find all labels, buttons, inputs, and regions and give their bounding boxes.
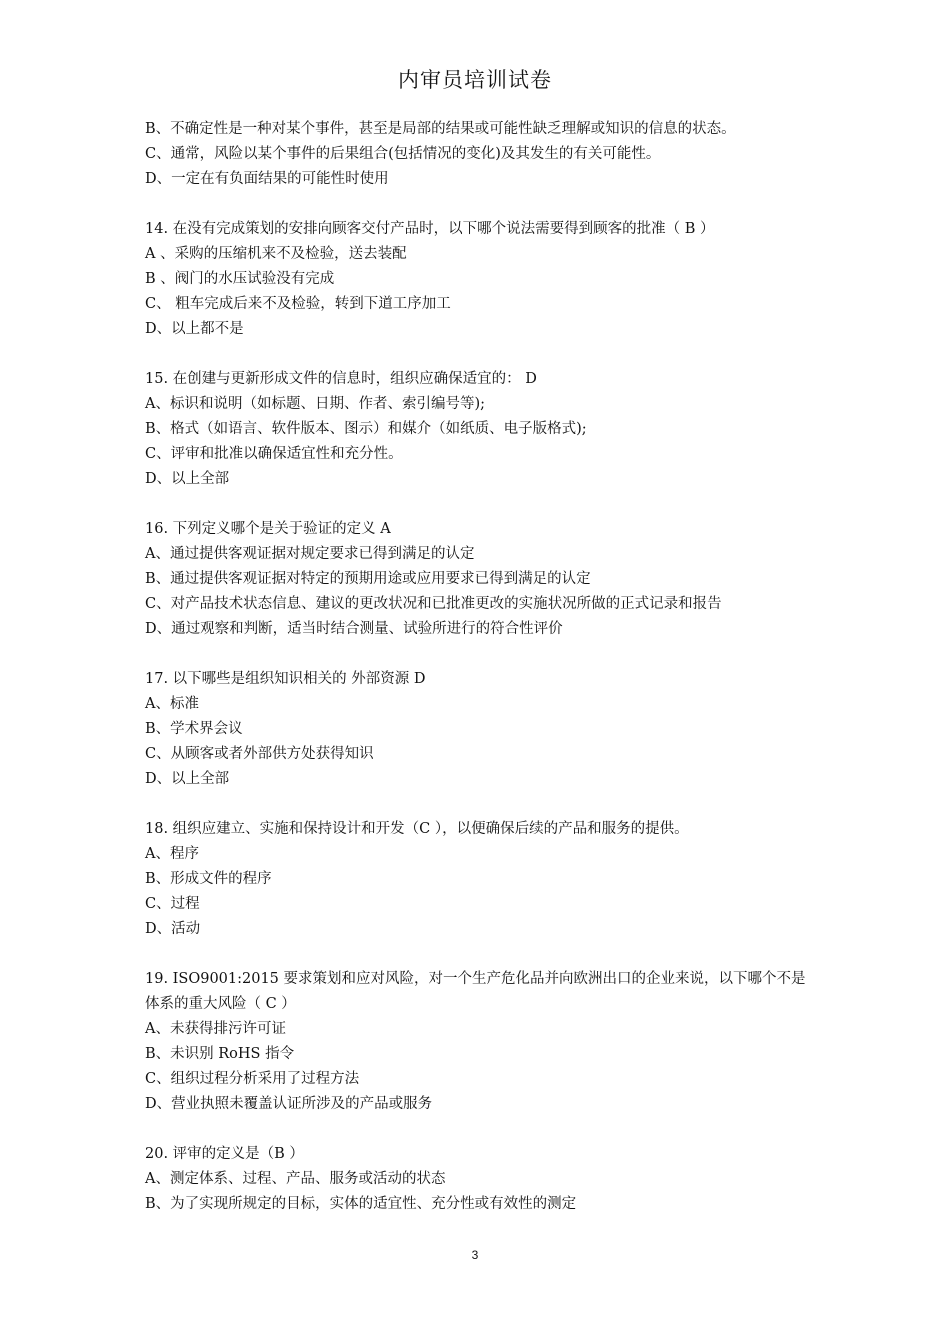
option-text: C、从顾客或者外部供方处获得知识 [145, 746, 374, 762]
option-text: A、标识和说明（如标题、日期、作者、索引编号等); [145, 396, 486, 412]
question-16 [145, 517, 815, 642]
question-stem: 16. 下列定义哪个是关于验证的定义 A [145, 521, 391, 537]
option-text: D、通过观察和判断，适当时结合测量、试验所进行的符合性评价 [145, 621, 563, 637]
option-text: D、以上全部 [145, 471, 230, 487]
question-19 [145, 967, 815, 1117]
option-text: B、不确定性是一种对某个事件，甚至是局部的结果或可能性缺乏理解或知识的信息的状态。 [145, 121, 736, 137]
option-text: B 、阀门的水压试验没有完成 [145, 271, 335, 287]
option-text: A、未获得排污许可证 [145, 1021, 286, 1037]
option-text: C、过程 [145, 896, 200, 912]
question-18 [145, 817, 815, 942]
question-17 [145, 667, 815, 792]
option-text: D、一定在有负面结果的可能性时使用 [145, 171, 389, 187]
option-text: C、组织过程分析采用了过程方法 [145, 1071, 360, 1087]
option-text: B、学术界会议 [145, 721, 243, 737]
option-text: B、为了实现所规定的目标，实体的适宜性、充分性或有效性的测定 [145, 1196, 577, 1212]
question-20 [145, 1142, 815, 1217]
option-text: D、以上都不是 [145, 321, 244, 337]
question-14 [145, 217, 815, 342]
option-text: A、测定体系、过程、产品、服务或活动的状态 [145, 1171, 446, 1187]
question-stem: 18. 组织应建立、实施和保持设计和开发（C ），以便确保后续的产品和服务的提供。 [145, 821, 689, 837]
option-text: C、对产品技术状态信息、建议的更改状况和已批准更改的实施状况所做的正式记录和报告 [145, 596, 722, 612]
document-body [145, 117, 815, 1217]
option-text: B、未识别 RoHS 指令 [145, 1046, 295, 1062]
question-stem: 20. 评审的定义是（B ） [145, 1146, 304, 1162]
option-text: C、 粗车完成后来不及检验，转到下道工序加工 [145, 296, 451, 312]
question-stem: 19. ISO9001:2015 要求策划和应对风险，对一个生产危化品并向欧洲出口的企业来说，以下哪个不是体系的重大风险（ C ） [145, 971, 806, 1012]
option-text: B、形成文件的程序 [145, 871, 272, 887]
question-stem: 17. 以下哪些是组织知识相关的 外部资源 D [145, 671, 426, 687]
option-text: D、营业执照未覆盖认证所涉及的产品或服务 [145, 1096, 433, 1112]
option-text: A、程序 [145, 846, 199, 862]
option-text: D、以上全部 [145, 771, 230, 787]
option-text: D、活动 [145, 921, 201, 937]
option-text: A、通过提供客观证据对规定要求已得到满足的认定 [145, 546, 475, 562]
carryover-options [145, 117, 815, 192]
option-text: B、通过提供客观证据对特定的预期用途或应用要求已得到满足的认定 [145, 571, 591, 587]
question-15 [145, 367, 815, 492]
option-text: B、格式（如语言、软件版本、图示）和媒介（如纸质、电子版格式); [145, 421, 587, 437]
option-text: C、评审和批准以确保适宜性和充分性。 [145, 446, 403, 462]
question-stem: 15. 在创建与更新形成文件的信息时，组织应确保适宜的： D [145, 371, 537, 387]
question-stem: 14. 在没有完成策划的安排向顾客交付产品时，以下哪个说法需要得到顾客的批准（ B ） [145, 221, 715, 237]
page-title: 内审员培训试卷 [398, 68, 552, 92]
page-number: 3 [471, 1248, 479, 1262]
option-text: C、通常，风险以某个事件的后果组合(包括情况的变化)及其发生的有关可能性。 [145, 146, 661, 162]
option-text: A 、采购的压缩机来不及检验，送去装配 [145, 246, 407, 262]
option-text: A、标准 [145, 696, 199, 712]
